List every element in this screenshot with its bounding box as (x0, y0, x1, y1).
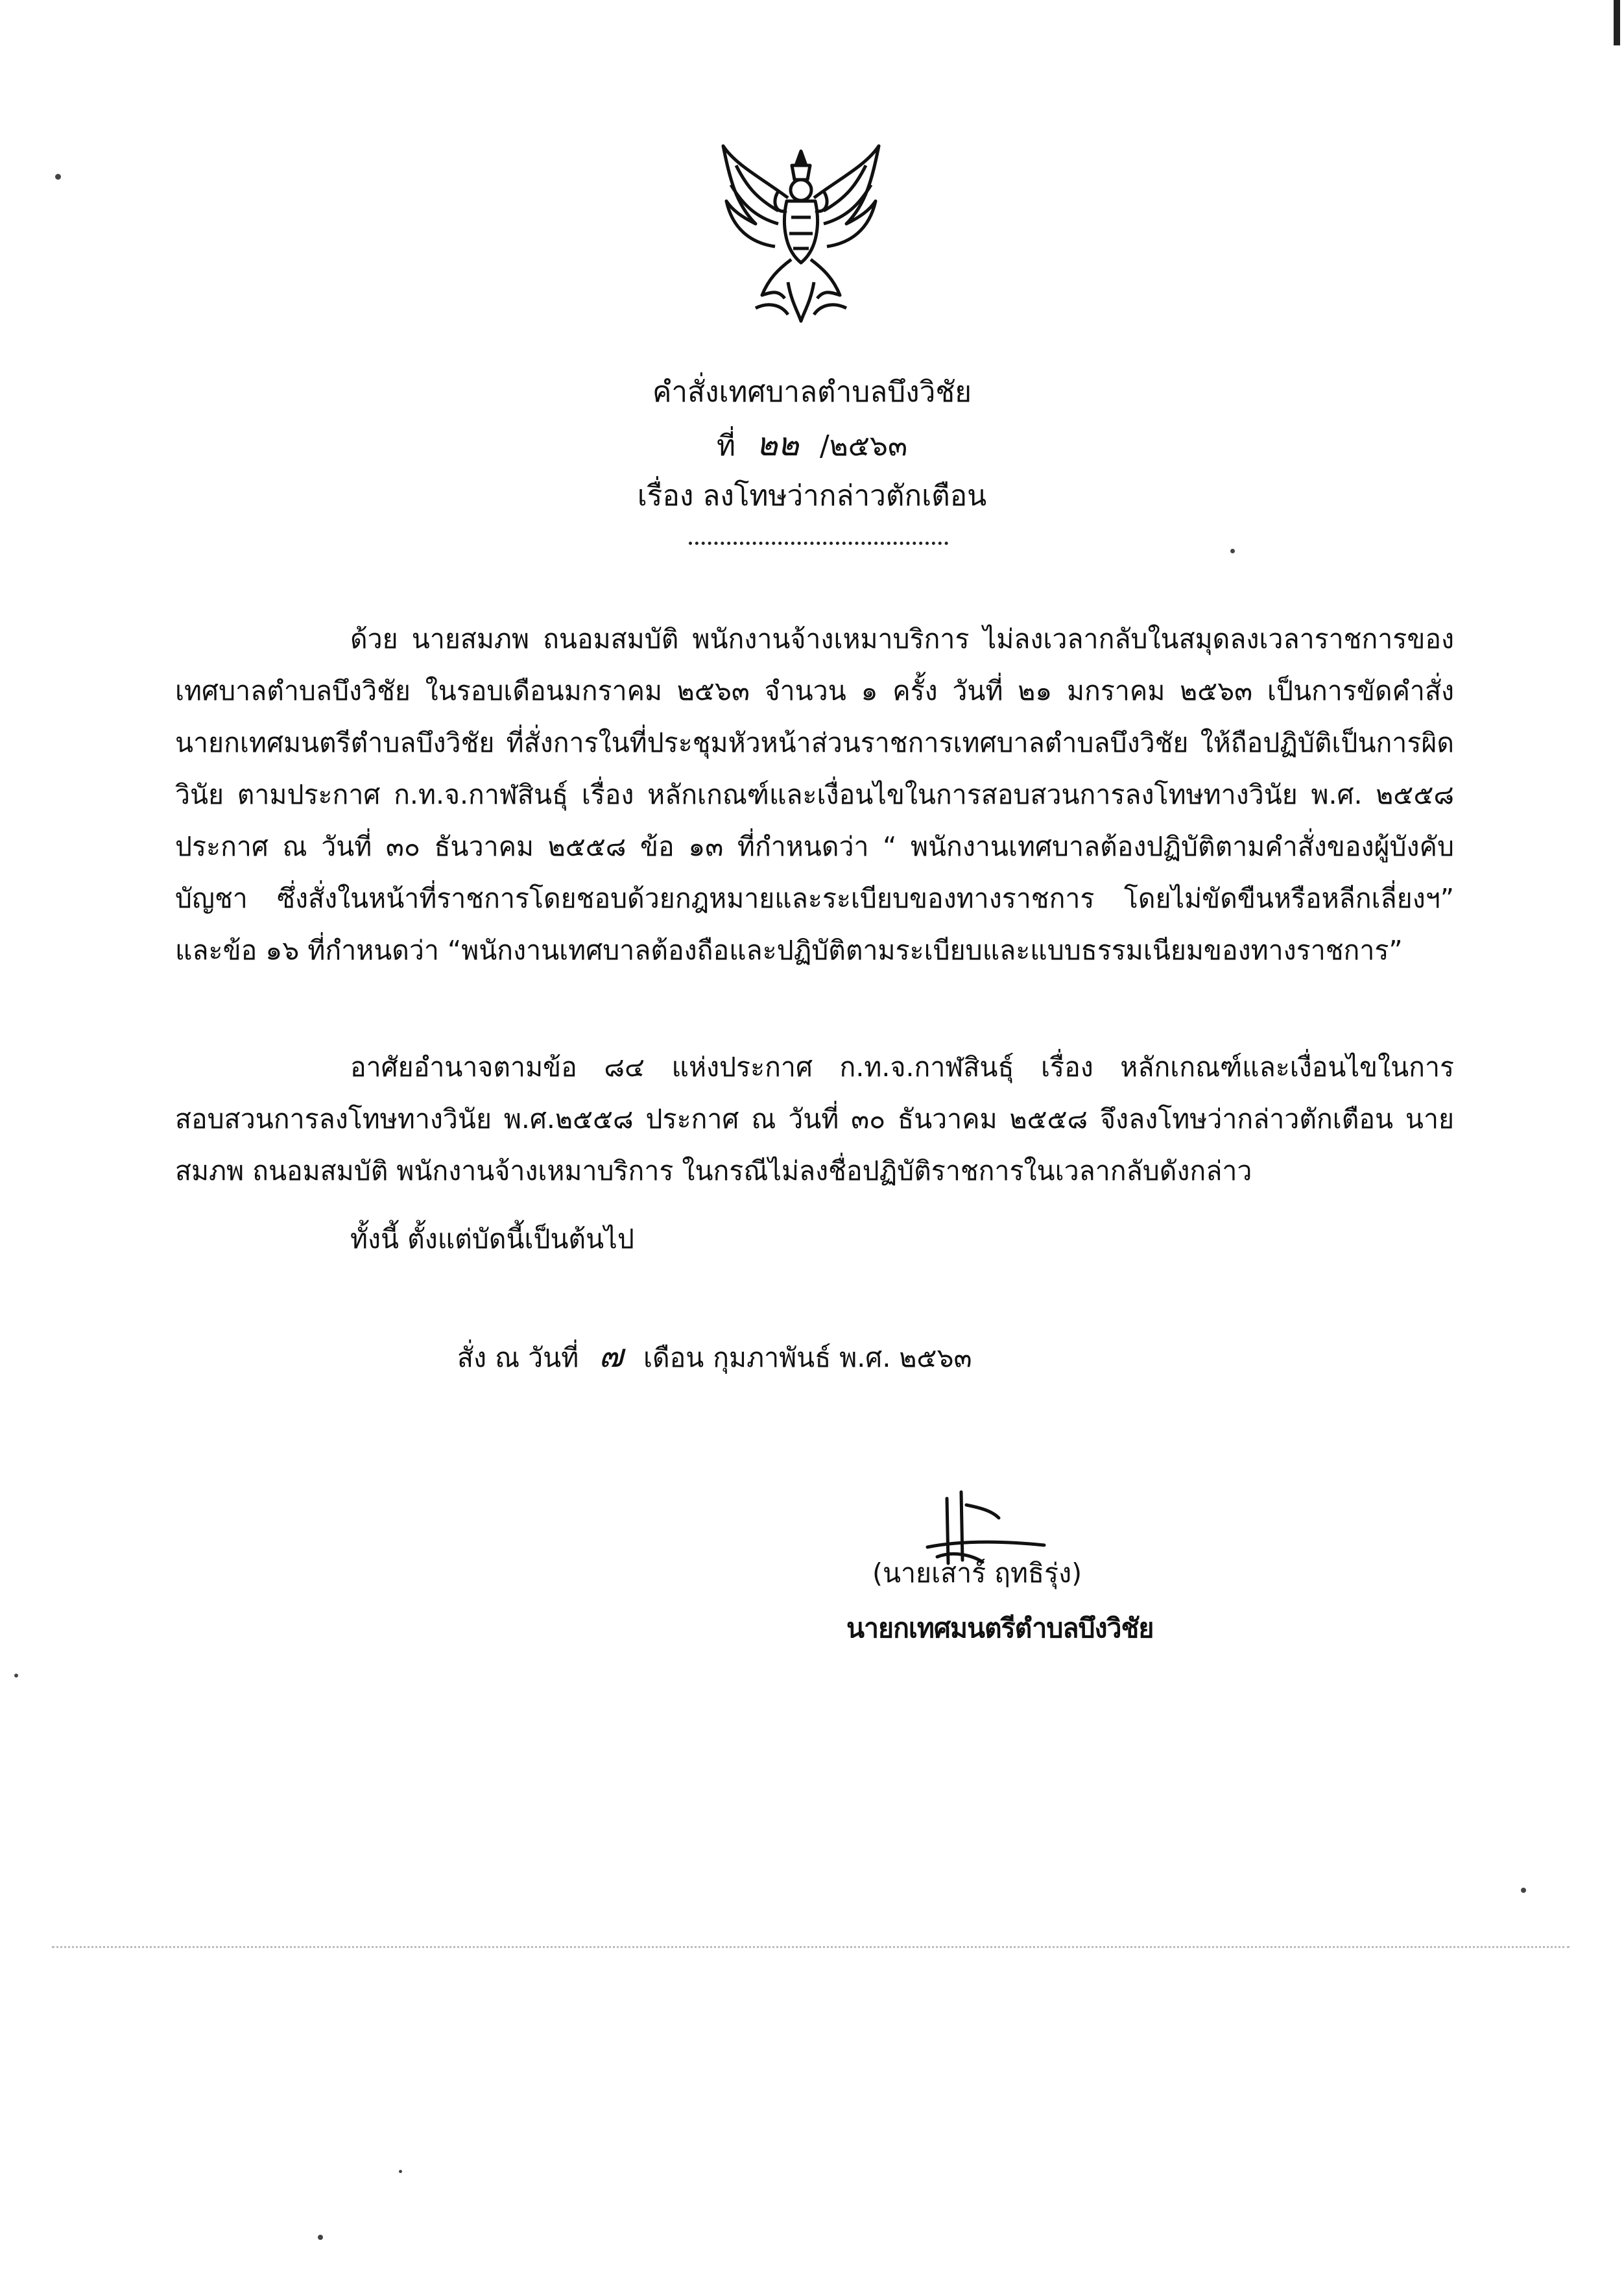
document-number (0, 425, 1624, 466)
handwritten-number: ๒๒ (756, 426, 799, 463)
order-date (457, 1330, 972, 1384)
scan-speck (55, 174, 61, 180)
document-title: คำสั่งเทศบาลตำบลบึงวิชัย (652, 376, 972, 409)
order-month-year: กุมภาพันธ์ พ.ศ. ๒๕๖๓ (713, 1342, 972, 1373)
subject-text: ลงโทษว่ากล่าวตักเตือน (702, 479, 987, 512)
scan-speck (1230, 549, 1235, 553)
number-prefix: ที่ (716, 429, 735, 463)
order-month-label: เดือน (643, 1342, 704, 1373)
body-paragraph-1: ด้วย นายสมภพ ถนอมสมบัติ พนักงานจ้างเหมาบริการ ไม่ลงเวลากลับในสมุดลงเวลาราชการของเทศบาลตำบลบึงวิชัย ในรอบเดือนมกราคม ๒๕๖๓ จำนวน ๑ ครั้ง วันที่ ๒๑ มกราคม ๒๕๖๓ เป็นการขัดคำสั่งนายกเทศมนตรีตำบลบึงวิชัย ที่สั่งการในที่ประชุมหัวหน้าส่วนราชการเทศบาลตำบลบึงวิชัย ให้ถือปฏิบัติเป็นการผิดวินัย ตามประกาศ ก.ท.จ.กาฬสินธุ์ เรื่อง หลักเกณฑ์และเงื่อนไขในการสอบสวนการลงโทษทางวินัย พ.ศ. ๒๕๕๘ ประกาศ ณ วันที่ ๓๐ ธันวาคม ๒๕๕๘ ข้อ ๑๓ ที่กำหนดว่า “ พนักงานเทศบาลต้องปฏิบัติตามคำสั่งของผู้บังคับบัญชา ซึ่งสั่งในหน้าที่ราชการโดยชอบด้วยกฎหมายและระเบียบของทางราชการ โดยไม่ขัดขืนหรือหลีกเลี่ยงฯ” และข้อ ๑๖ ที่กำหนดว่า “พนักงานเทศบาลต้องถือและปฏิบัติตามระเบียบและแบบธรรมเนียมของทางราชการ” (175, 623, 1454, 966)
signer-position: นายกเทศมนตรีตำบลบึงวิชัย (846, 1613, 1154, 1644)
number-suffix: /๒๕๖๓ (819, 429, 908, 463)
title-divider (689, 542, 948, 545)
subject-label: เรื่อง (637, 479, 694, 512)
body-paragraph-3: ทั้งนี้ ตั้งแต่บัดนี้เป็นต้นไป (350, 1223, 634, 1255)
scan-speck (1521, 1888, 1526, 1893)
scan-speck (14, 1674, 18, 1678)
scan-speck (399, 2170, 402, 2173)
body-paragraph-2: อาศัยอำนาจตามข้อ ๘๔ แห่งประกาศ ก.ท.จ.กาฬสินธุ์ เรื่อง หลักเกณฑ์และเงื่อนไขในการสอบสวนการลงโทษทางวินัย พ.ศ.๒๕๕๘ ประกาศ ณ วันที่ ๓๐ ธันวาคม ๒๕๕๘ จึงลงโทษว่ากล่าวตักเตือน นายสมภพ ถนอมสมบัติ พนักงานจ้างเหมาบริการ ในกรณีไม่ลงชื่อปฏิบัติราชการในเวลากลับดังกล่าว (175, 1052, 1454, 1186)
signer-name: (นายเสาร์ ฤทธิรุ่ง) (872, 1557, 1082, 1589)
scan-speck (318, 2235, 323, 2240)
document-subject (0, 477, 1624, 516)
handwritten-day: ๗ (599, 1337, 623, 1375)
garuda-emblem (717, 139, 885, 324)
scan-artifact-line (52, 1946, 1570, 1948)
scan-edge-mark (1614, 0, 1620, 45)
order-date-prefix: สั่ง ณ วันที่ (457, 1342, 579, 1373)
